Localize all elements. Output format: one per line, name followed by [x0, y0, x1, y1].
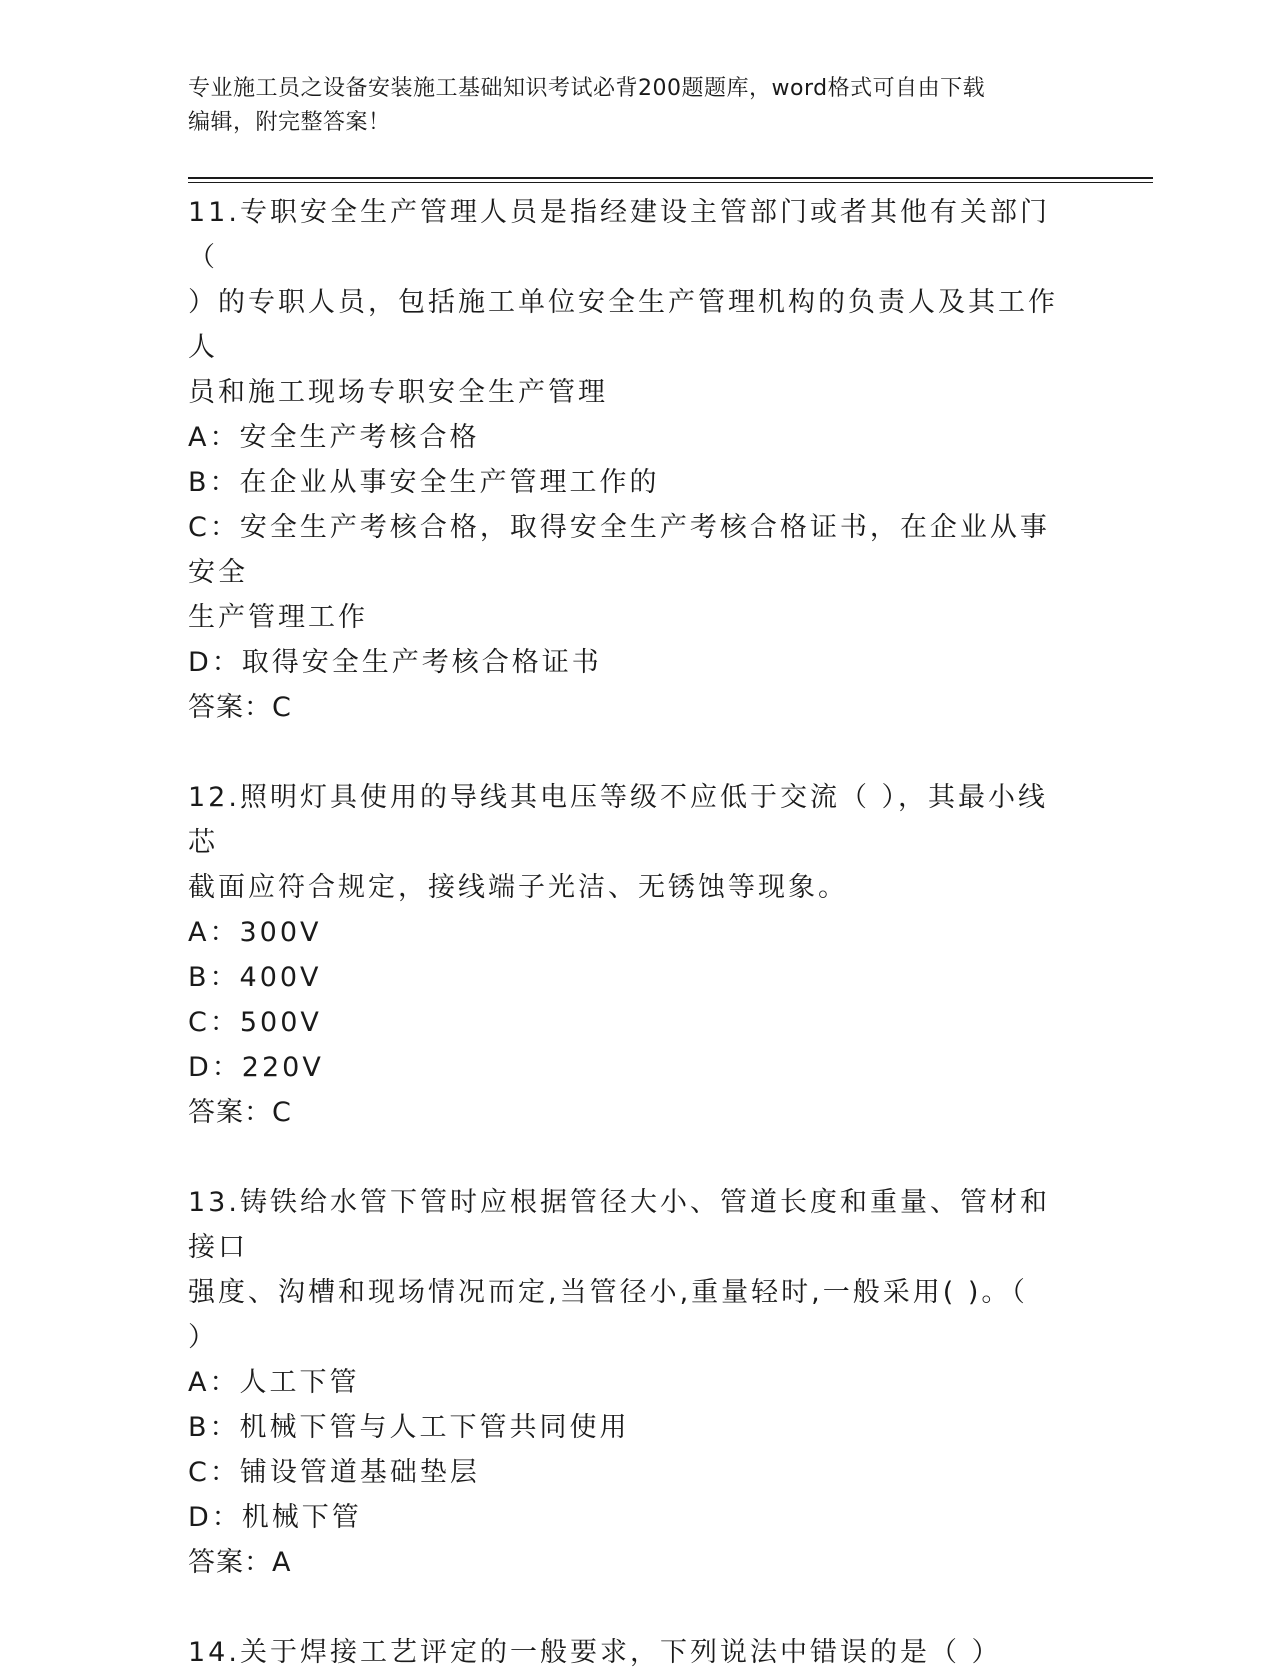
option-d: D：机械下管	[188, 1502, 362, 1533]
option-d: D：取得安全生产考核合格证书	[188, 647, 602, 678]
question-11	[188, 190, 1068, 730]
question-stem-line: 员和施工现场专职安全生产管理	[188, 377, 608, 408]
option-b: B：机械下管与人工下管共同使用	[188, 1412, 630, 1443]
question-list	[188, 190, 1068, 1675]
question-14	[188, 1630, 1068, 1675]
document-header	[188, 72, 1088, 140]
question-stem-line: ）	[188, 1322, 218, 1353]
answer: 答案：C	[188, 1097, 292, 1128]
option-a: A：人工下管	[188, 1367, 360, 1398]
option-c: C：500V	[188, 1007, 322, 1038]
question-stem-line: 14.关于焊接工艺评定的一般要求，下列说法中错误的是（ ）	[188, 1637, 1002, 1668]
answer: 答案：A	[188, 1547, 292, 1578]
spacer	[188, 1585, 1068, 1630]
header-divider-thick	[188, 177, 1153, 179]
question-stem-line: 截面应符合规定，接线端子光洁、无锈蚀等现象。	[188, 872, 848, 903]
option-c: C：铺设管道基础垫层	[188, 1457, 480, 1488]
question-13	[188, 1180, 1068, 1585]
question-12	[188, 775, 1068, 1135]
question-stem-line: 13.铸铁给水管下管时应根据管径大小、管道长度和重量、管材和接口	[188, 1187, 1050, 1263]
answer: 答案：C	[188, 692, 292, 723]
option-a: A：300V	[188, 917, 322, 948]
question-stem-line: 12.照明灯具使用的导线其电压等级不应低于交流（ ），其最小线芯	[188, 782, 1049, 858]
header-line-2: 编辑，附完整答案！	[188, 110, 391, 135]
option-b: B：在企业从事安全生产管理工作的	[188, 467, 660, 498]
spacer	[188, 1135, 1068, 1180]
option-c: C：安全生产考核合格，取得安全生产考核合格证书，在企业从事安全	[188, 512, 1050, 588]
spacer	[188, 730, 1068, 775]
question-stem-line: 强度、沟槽和现场情况而定,当管径小,重量轻时,一般采用( )。（	[188, 1277, 1028, 1308]
option-d: D：220V	[188, 1052, 324, 1083]
question-stem-line: ）的专职人员，包括施工单位安全生产管理机构的负责人及其工作人	[188, 287, 1058, 363]
option-c-continued: 生产管理工作	[188, 602, 368, 633]
header-divider-thin	[188, 182, 1153, 183]
option-b: B：400V	[188, 962, 322, 993]
header-line-1: 专业施工员之设备安装施工基础知识考试必背200题题库，word格式可自由下载	[188, 76, 986, 101]
option-a: A：安全生产考核合格	[188, 422, 480, 453]
question-stem-line: 11.专职安全生产管理人员是指经建设主管部门或者其他有关部门（	[188, 197, 1050, 273]
